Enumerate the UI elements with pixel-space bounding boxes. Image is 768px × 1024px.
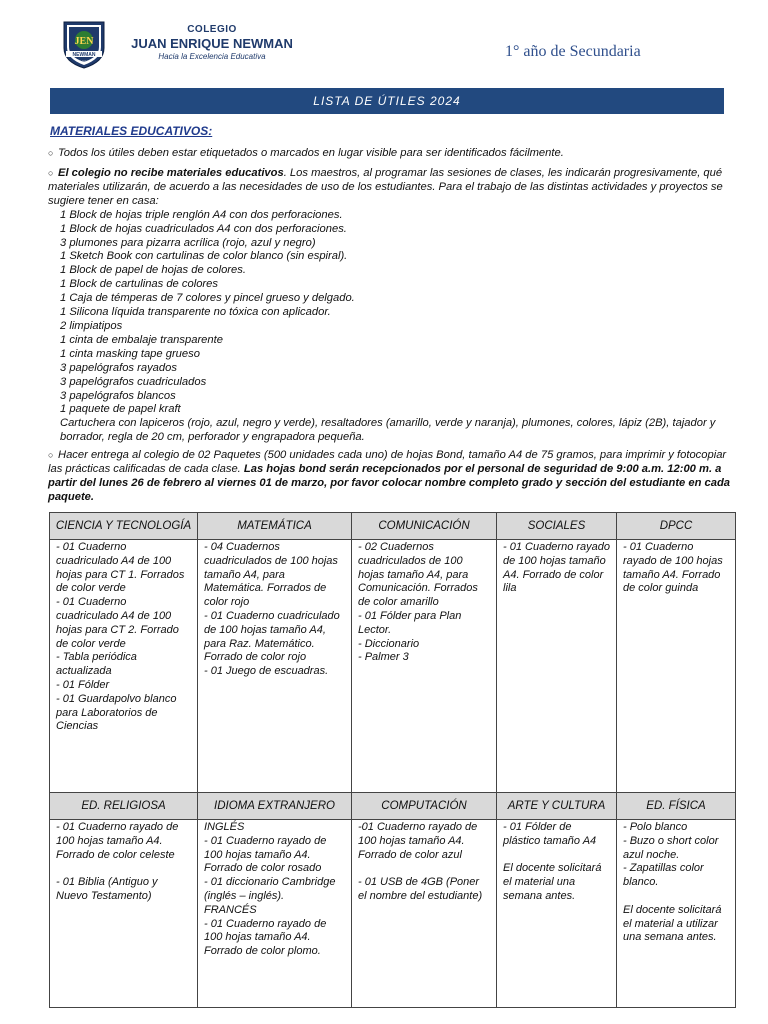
subject-cell-line: El docente solicitará el material una semana antes. [503,862,602,902]
material-item: 1 Silicona líquida transparente no tóxica con aplicador. [60,306,331,319]
school-line-1: COLEGIO [187,24,237,35]
school-logo [58,20,110,70]
subject-header: ED. FÍSICA [617,793,736,820]
material-item: 3 papelógrafos rayados [60,361,177,374]
subject-cell-line: - Diccionario [358,637,420,650]
subject-cell-line: - 01 Cuaderno cuadriculado A4 de 100 hojas para CT 1. Forrados de color verde [56,541,185,595]
subject-cell-line: - Zapatillas color blanco. [623,862,704,889]
material-item: 3 papelógrafos cuadriculados [60,375,207,388]
subjects-content-row-1 [50,540,736,793]
subject-cell-line: - 01 Cuaderno rayado de 100 hojas tamaño A4. Forrado de color lila [503,541,611,595]
pencil-case-text: Cartuchera con lapiceros (rojo, azul, negro y verde), resaltadores (amarillo, verde y naranja), plumones, colores, lápiz (2B), tajador y borrador, regla de 20 cm, perforador y engrapadora pequeña. [60,417,716,444]
subject-cell-line: - 01 Guardapolvo blanco para Laboratorios de Ciencias [56,692,177,733]
subject-cell-line: - Tabla periódica actualizada [56,651,137,678]
subject-cell-line [623,890,729,904]
school-tagline: Hacia la Excelencia Educativa [158,52,266,61]
subject-cell-line: - 01 Fólder para Plan Lector. [358,609,462,636]
subject-cell-line: - 01 Juego de escuadras. [204,665,329,678]
subject-header: MATEMÁTICA [198,513,352,540]
subject-header: IDIOMA EXTRANJERO [198,793,352,820]
subject-cell-line: - Polo blanco [623,821,688,833]
subject-cell [617,820,736,1008]
subject-cell-line: - 01 diccionario Cambridge (inglés – inglés). [204,876,336,902]
subject-cell-line: - 01 Biblia (Antiguo y Nuevo Testamento) [56,876,158,902]
subject-cell-line: - 01 Fólder [56,678,110,691]
subject-cell-line: El docente solicitará el material a utilizar una semana antes. [623,903,722,944]
material-item: 3 plumones para pizarra acrílica (rojo, azul y negro) [60,236,316,249]
bond-paper-notice: Las hojas bond serán recepcionados por el personal de seguridad de 9:00 a.m. 12:00 m. a partir del lunes 26 de febrero al viernes 01 de marzo, por favor colocar nombre completo grado y sección del estudiante en cada paquete. [48,462,731,503]
paragraph-bond-paper [48,449,738,505]
bullet-icon: ○ [48,168,54,178]
subjects-header-row-1 [50,513,736,540]
paragraph-labels [48,147,738,161]
school-name-block [112,24,312,61]
material-item: 1 Block de papel de hojas de colores. [60,264,246,277]
paragraph-labels-text: Todos los útiles deben estar etiquetados o marcados en lugar visible para ser identificados fácilmente. [58,147,564,159]
material-item: 1 Caja de témperas de 7 colores y pincel grueso y delgado. [60,292,355,305]
subject-cell-line: -01 Cuaderno rayado de 100 hojas tamaño A4. Forrado de color azul [358,821,478,861]
subject-cell-line: - 01 Cuaderno rayado de 100 hojas tamaño A4. Forrado de color plomo. [204,917,327,958]
subject-cell-line: - 01 Cuaderno cuadriculado de 100 hojas tamaño A4, para Raz. Matemático. Forrado de color rojo [204,609,340,664]
subject-cell-line: - 01 Fólder de plástico tamaño A4 [503,821,597,847]
subject-cell [198,540,352,793]
school-line-2: JUAN ENRIQUE NEWMAN [131,36,293,51]
subject-cell-line: FRANCÉS [204,903,257,916]
logo-banner: NEWMAN [72,52,96,58]
materials-notice: El colegio no recibe materiales educativos [58,167,284,179]
bullet-icon: ○ [48,148,54,158]
subject-cell-line: - 01 Cuaderno rayado de 100 hojas tamaño A4. Forrado de color rosado [204,834,327,875]
material-item: 1 cinta masking tape grueso [60,347,200,360]
section-title: MATERIALES EDUCATIVOS: [50,124,213,138]
bullet-icon: ○ [48,450,54,460]
subject-cell-line: - 01 USB de 4GB (Poner el nombre del estudiante) [358,876,483,902]
material-item: 1 cinta de embalaje transparente [60,333,223,346]
subject-cell-line [56,862,191,876]
subject-cell-line: - Palmer 3 [358,651,409,664]
subject-cell [198,820,352,1008]
subject-header: CIENCIA Y TECNOLOGÍA [50,513,198,540]
subject-cell [352,820,497,1008]
subject-cell-line: - 04 Cuadernos cuadriculados de 100 hojas tamaño A4, para Matemática. Forrados de color rojo [204,541,338,609]
subject-header: ARTE Y CULTURA [497,793,617,820]
material-item: 2 limpiatipos [60,319,123,332]
material-item: 1 paquete de papel kraft [60,403,181,416]
subject-cell-line [358,862,490,876]
subject-cell-line: - 02 Cuadernos cuadriculados de 100 hojas tamaño A4, para Comunicación. Forrados de color amarillo [358,541,478,609]
material-item: 1 Sketch Book con cartulinas de color blanco (sin espiral). [60,250,348,263]
logo-initials: JEN [74,36,94,47]
subject-cell [497,820,617,1008]
subjects-table [49,512,736,1008]
subject-cell [617,540,736,793]
subject-cell [50,540,198,793]
materials-intro: . Los maestros, al programar las sesiones de clases, les indicarán progresivamente, qué materiales utilizarán, de acuerdo a las necesidades de uso de los estudiantes. Para el trabajo de las distintas actividades y proyectos se sugiere tener en casa: [48,167,723,207]
subject-header: DPCC [617,513,736,540]
subject-header: SOCIALES [497,513,617,540]
subject-cell-line [503,849,610,863]
subject-cell-line: INGLÉS [204,821,245,833]
materials-list [48,209,738,418]
material-item: 1 Block de hojas cuadriculados A4 con dos perforaciones. [60,222,347,235]
subject-header: COMUNICACIÓN [352,513,497,540]
subject-cell-line: - 01 Cuaderno rayado de 100 hojas tamaño A4. Forrado de color celeste [56,821,179,861]
subject-header: COMPUTACIÓN [352,793,497,820]
subject-cell-line: - 01 Cuaderno cuadriculado A4 de 100 hojas para CT 2. Forrado de color verde [56,596,179,650]
material-item: 1 Block de cartulinas de colores [60,278,218,291]
paragraph-materials [48,167,738,445]
bond-paper-text: Hacer entrega al colegio de 02 Paquetes (500 unidades cada uno) de hojas Bond, tamaño A4 de 75 gramos, para imprimir y fotocopiar las prácticas calificadas de cada clase. [48,449,727,475]
subjects-content-row-2 [50,820,736,1008]
subjects-header-row-2 [50,793,736,820]
subject-cell [497,540,617,793]
subject-cell-line: - 01 Cuaderno rayado de 100 hojas tamaño A4. Forrado de color guinda [623,541,723,595]
subject-cell [50,820,198,1008]
grade-label: 1° año de Secundaria [505,43,641,60]
subject-header: ED. RELIGIOSA [50,793,198,820]
material-item: 3 papelógrafos blancos [60,389,176,402]
subject-cell [352,540,497,793]
material-item: 1 Block de hojas triple renglón A4 con dos perforaciones. [60,208,343,221]
page-header [0,0,768,80]
logo-year: 1991 [79,59,89,64]
subject-cell-line: - Buzo o short color azul noche. [623,834,719,861]
list-title-banner: LISTA DE ÚTILES 2024 [50,88,724,114]
